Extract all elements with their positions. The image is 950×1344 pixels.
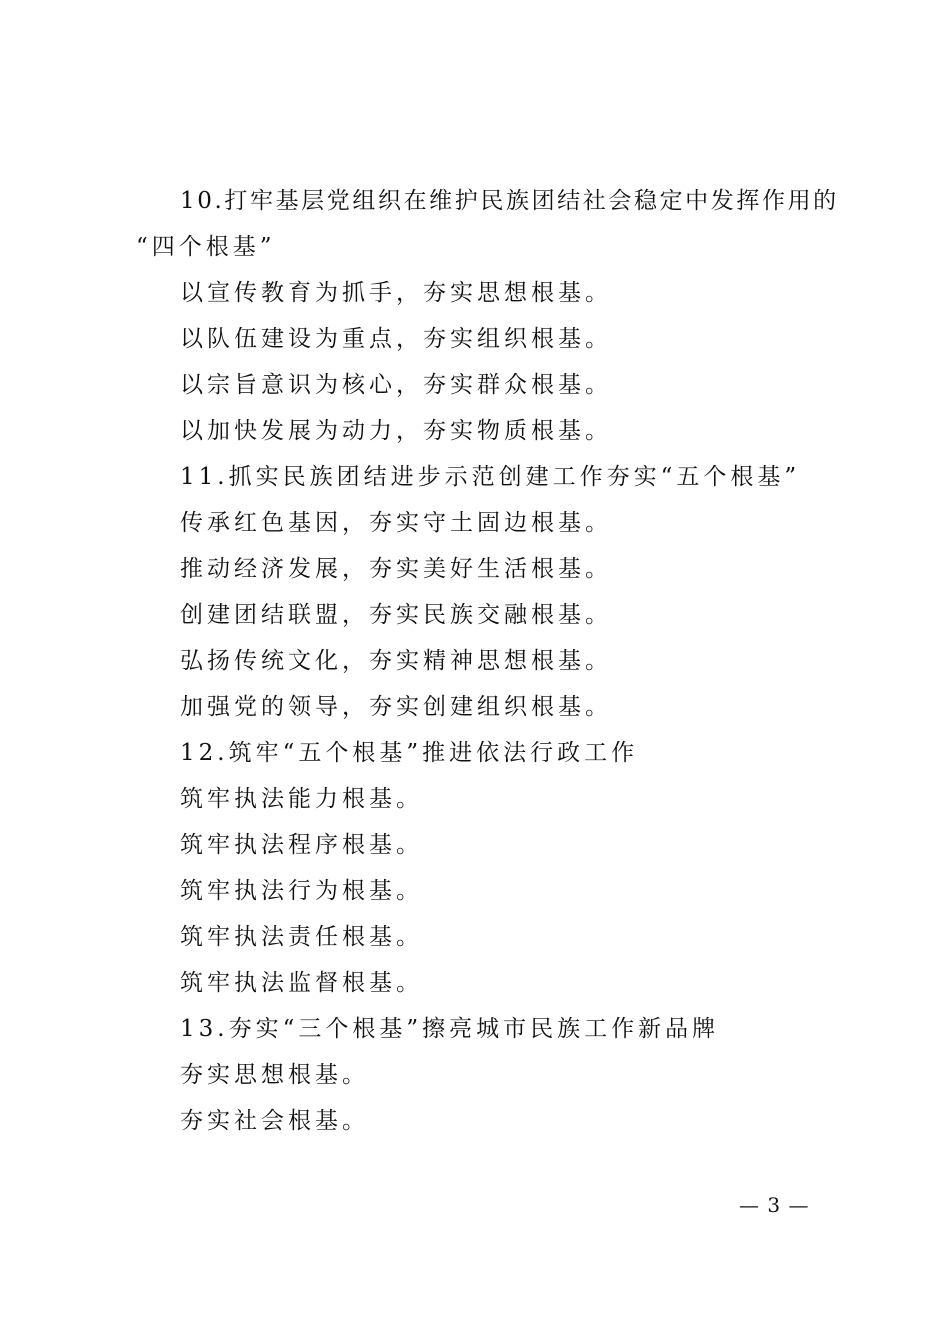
section-12-heading: 12.筑牢“五个根基”推进依法行政工作 (180, 740, 639, 766)
section-12-item: 筑牢执法监督根基。 (180, 970, 423, 996)
section-10-item: 以宣传教育为抓手，夯实思想根基。 (180, 280, 612, 306)
section-11-item: 加强党的领导，夯实创建组织根基。 (180, 694, 612, 720)
section-11-item: 传承红色基因，夯实守土固边根基。 (180, 510, 612, 536)
section-13-item: 夯实思想根基。 (180, 1062, 369, 1088)
section-10-item: 以加快发展为动力，夯实物质根基。 (180, 418, 612, 444)
section-13-item: 夯实社会根基。 (180, 1108, 369, 1134)
section-10-item: 以队伍建设为重点，夯实组织根基。 (180, 326, 612, 352)
section-11-heading: 11.抓实民族团结进步示范创建工作夯实“五个根基” (180, 464, 801, 490)
page-number: — 3 — (739, 1193, 810, 1217)
section-13-heading: 13.夯实“三个根基”擦亮城市民族工作新品牌 (180, 1016, 720, 1042)
section-12-item: 筑牢执法行为根基。 (180, 878, 423, 904)
section-12-item: 筑牢执法责任根基。 (180, 924, 423, 950)
section-11-item: 创建团结联盟，夯实民族交融根基。 (180, 602, 612, 628)
document-body (136, 178, 839, 1144)
section-12-item: 筑牢执法程序根基。 (180, 832, 423, 858)
section-11-item: 推动经济发展，夯实美好生活根基。 (180, 556, 612, 582)
section-10-heading-continued: “四个根基” (136, 234, 276, 260)
section-10-heading: 10.打牢基层党组织在维护民族团结社会稳定中发挥作用的 (180, 188, 839, 214)
section-10-item: 以宗旨意识为核心，夯实群众根基。 (180, 372, 612, 398)
section-11-item: 弘扬传统文化，夯实精神思想根基。 (180, 648, 612, 674)
section-12-item: 筑牢执法能力根基。 (180, 786, 423, 812)
